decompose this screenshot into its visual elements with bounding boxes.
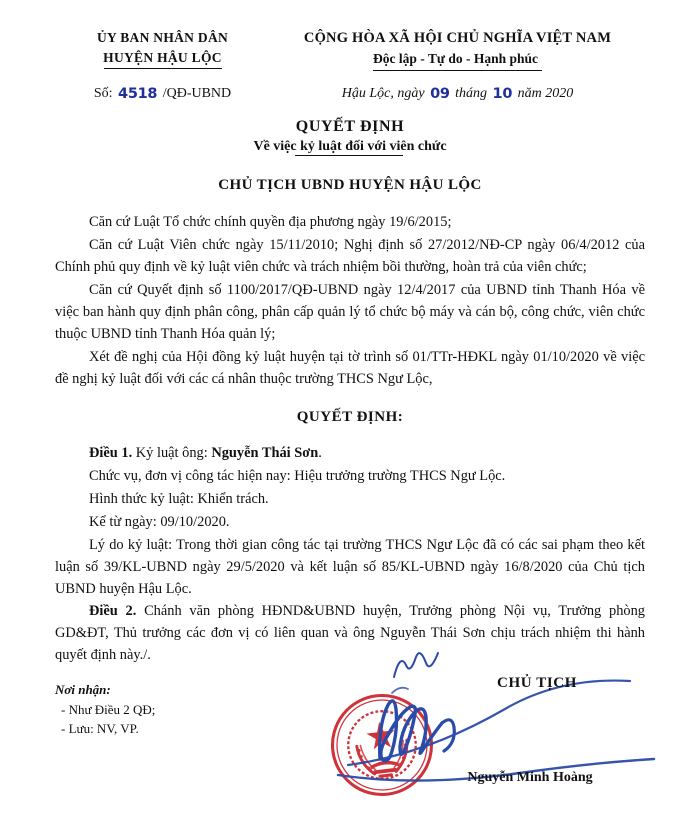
article-1-reason: Lý do kỷ luật: Trong thời gian công tác tại trường THCS Ngư Lộc đã có các sai phạm theo kết luận số 39/KL-UBND ngày 29/5/2020 và kết luận số 85/KL-UBND ngày 16/8/2020 của Chủ tịch UBND huyện Hậu Lộc. <box>55 536 645 597</box>
article-1-effective-date: Kể từ ngày: 09/10/2020. <box>89 513 230 530</box>
issuing-body-underline <box>104 68 222 69</box>
article-1-lead: Kỷ luật ông: <box>132 445 212 462</box>
issuing-body-line-1: ỦY BAN NHÂN DÂN <box>96 30 229 45</box>
national-heading-block <box>270 28 645 71</box>
article-2-label: Điều 2. <box>89 603 137 620</box>
article-2-paragraph <box>55 601 645 667</box>
document-subtitle: Về việc kỷ luật đối với viên chức <box>253 139 447 155</box>
recipient-item: - Lưu: NV, VP. <box>61 720 139 736</box>
document-month-label: tháng <box>455 86 488 102</box>
title-block <box>0 118 700 194</box>
document-title: QUYẾT ĐỊNH <box>295 118 405 136</box>
preamble-paragraph: Xét đề nghị của Hội đồng kỷ luật huyện tại tờ trình số 01/TTr-HĐKL ngày 01/10/2020 về việc đề nghị kỷ luật đối với các cá nhân thuộc trường THCS Ngư Lộc, <box>55 348 645 387</box>
document-date-block <box>270 85 645 102</box>
document-date-year: năm 2020 <box>517 86 574 102</box>
national-title: CỘNG HÒA XÃ HỘI CHỦ NGHĨA VIỆT NAM <box>303 30 612 46</box>
article-1-label: Điều 1. <box>89 445 133 462</box>
preamble-paragraph: Căn cứ Quyết định số 1100/2017/QĐ-UBND ngày 12/4/2017 của UBND tỉnh Thanh Hóa về việc ban hành quy định phân công, phân cấp quản lý tổ chức bộ máy và cán bộ, công chức, viên chức thuộc UBND tỉnh Thanh Hóa quản lý; <box>55 281 645 342</box>
document-meta-row <box>0 71 700 102</box>
document-date-month: 10 <box>492 86 513 103</box>
document-number-suffix: /QĐ-UBND <box>162 86 232 102</box>
document-number-label: Số: <box>93 86 113 102</box>
signer-name: Nguyễn Minh Hoàng <box>467 770 593 786</box>
issuing-body-line-2: HUYỆN HẬU LỘC <box>103 49 222 65</box>
issuing-authority-title: CHỦ TỊCH UBND HUYỆN HẬU LỘC <box>218 177 482 194</box>
signer-title: CHỦ TỊCH <box>497 675 577 692</box>
article-2-text: Chánh văn phòng HĐND&UBND huyện, Trưởng phòng Nội vụ, Trưởng phòng GD&ĐT, Thủ trưởng các đơn vị có liên quan và ông Nguyễn Thái Sơn chịu trách nhiệm thi hành quyết định này./. <box>55 603 645 664</box>
document-number-block <box>55 85 270 102</box>
preamble-paragraph: Căn cứ Luật Viên chức ngày 15/11/2010; Nghị định số 27/2012/NĐ-CP ngày 06/4/2012 của Chính phủ quy định về kỷ luật viên chức và trách nhiệm bồi thường, hoàn trả của viên chức; <box>55 237 645 276</box>
national-motto: Độc lập - Tự do - Hạnh phúc <box>373 49 542 71</box>
document-footer <box>0 675 700 831</box>
document-header <box>0 0 700 71</box>
article-1-period: . <box>318 445 322 462</box>
issuing-body-block <box>55 28 270 69</box>
article-1-discipline-form: Hình thức kỷ luật: Khiển trách. <box>89 490 269 507</box>
document-place-label: Hậu Lộc, ngày <box>341 86 425 102</box>
document-date-day: 09 <box>430 86 450 103</box>
recipients-title: Nơi nhận: <box>55 682 111 698</box>
disciplined-person-name: Nguyễn Thái Sơn <box>211 445 319 462</box>
recipient-item: - Như Điều 2 QĐ; <box>61 701 156 717</box>
article-1-heading <box>55 443 645 465</box>
document-number-value: 4518 <box>118 86 158 103</box>
signature-block <box>395 675 645 786</box>
decide-keyword: QUYẾT ĐỊNH: <box>296 409 404 426</box>
document-body <box>0 212 700 667</box>
article-1-position: Chức vụ, đơn vị công tác hiện nay: Hiệu trưởng trường THCS Ngư Lộc. <box>89 468 506 485</box>
recipients-block <box>55 681 355 739</box>
preamble-paragraph: Căn cứ Luật Tổ chức chính quyền địa phương ngày 19/6/2015; <box>89 214 452 231</box>
